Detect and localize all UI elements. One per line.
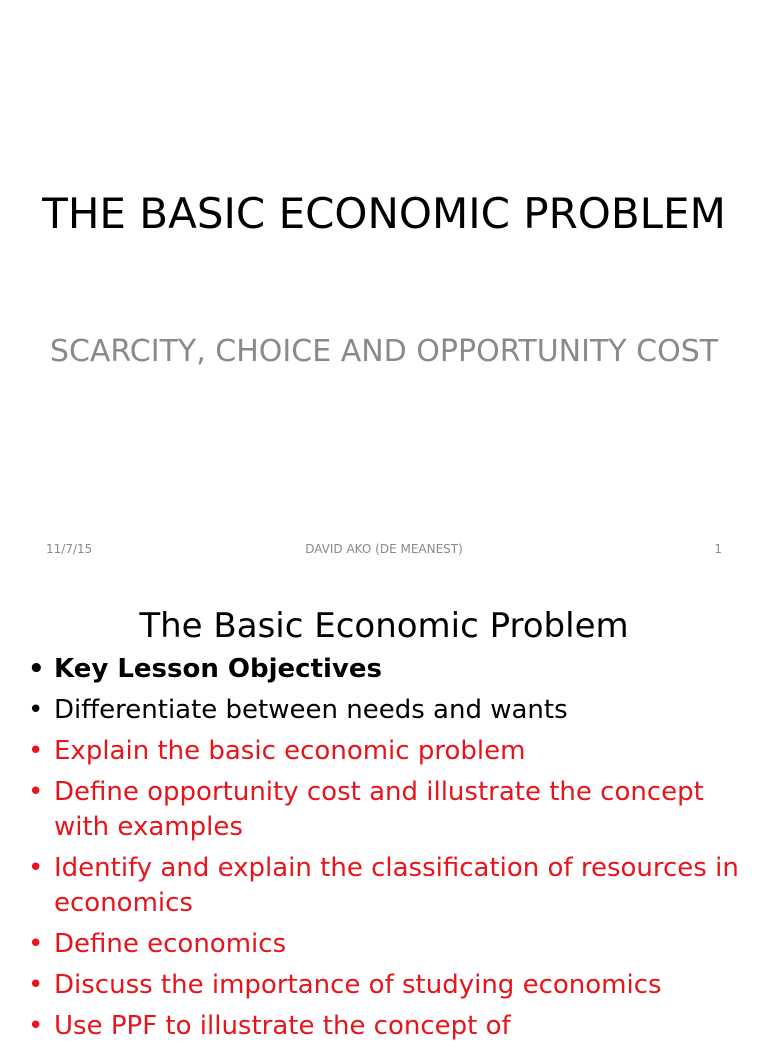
slide-2-title: The Basic Economic Problem [139,606,629,646]
objective-bullet [28,968,748,1003]
objective-text: Identify and explain the classification of resources in economics [54,853,739,918]
bullet-dot-icon: • [28,853,44,883]
objective-bullet [28,693,748,728]
footer-date: 11/7/15 [46,542,93,556]
objective-text: Define economics [54,929,287,959]
bullet-dot-icon: • [28,695,44,725]
footer-author: DAVID AKO (DE MEANEST) [305,542,463,556]
bullet-dot-icon: • [28,929,44,959]
objective-bullet [28,652,748,687]
objective-bullet [28,851,748,921]
bullet-dot-icon: • [28,777,44,807]
slide-1-title: THE BASIC ECONOMIC PROBLEM [42,189,726,238]
objectives-list [28,652,748,1050]
objective-text: Discuss the importance of studying economics [54,970,662,1000]
footer-page-number: 1 [714,542,722,556]
objective-text: Define opportunity cost and illustrate the concept with examples [54,777,704,842]
objective-bullet [28,734,748,769]
objective-text: Key Lesson Objectives [54,654,382,684]
slide-2 [0,576,768,1041]
objective-text: Use PPF to illustrate the concept of [54,1011,511,1041]
bullet-dot-icon: • [28,970,44,1000]
objective-text: Differentiate between needs and wants [54,695,568,725]
objective-text: Explain the basic economic problem [54,736,526,766]
objective-bullet [28,927,748,962]
objective-bullet [28,775,748,845]
bullet-dot-icon: • [28,654,45,684]
bullet-dot-icon: • [28,736,44,766]
bullet-dot-icon: • [28,1011,44,1041]
slide-1-subtitle: SCARCITY, CHOICE AND OPPORTUNITY COST [49,334,719,369]
objective-bullet [28,1009,748,1044]
